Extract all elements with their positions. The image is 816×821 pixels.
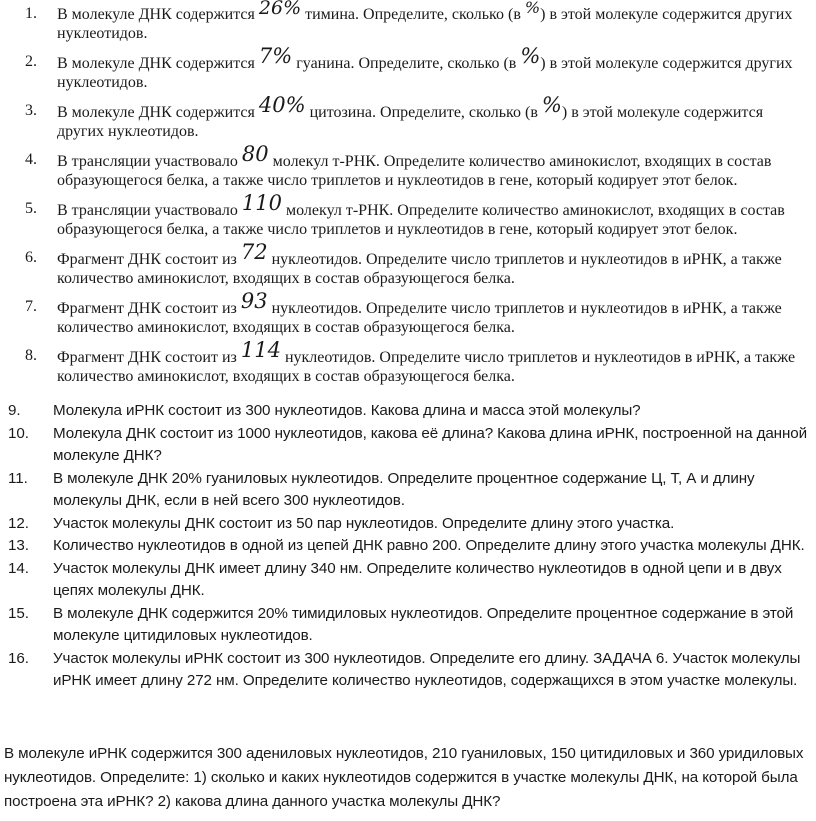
list-item — [0, 338, 816, 386]
item-text: Количество нуклеотидов в одной из цепей ДНК равно 200. Определите длину этого участка молекулы ДНК. — [53, 537, 805, 554]
item-text: Участок молекулы ДНК имеет длину 340 нм. Определите количество нуклеотидов в одной цепи и в двух цепях молекулы ДНК. — [53, 559, 782, 599]
item-number: 8. — [25, 347, 37, 364]
item-number: 2. — [25, 53, 37, 70]
item-number: 4. — [25, 151, 37, 168]
list-item — [0, 142, 816, 190]
item-number: 5. — [25, 200, 37, 217]
formula-value: 93 — [240, 289, 268, 313]
item-text: Фрагмент ДНК состоит из — [57, 349, 241, 366]
item-text: В молекуле ДНК содержится — [57, 104, 259, 121]
list-item — [0, 0, 816, 43]
formula-value: % — [520, 44, 541, 68]
list-item — [0, 289, 816, 337]
item-text: молекул т-РНК. Определите количество аминокислот, входящих в состав образующегося белка, а также число триплетов и нуклеотидов в гене, который кодирует этот белок. — [57, 153, 772, 189]
item-text: ) в этой молекуле содержится других нуклеотидов. — [57, 104, 764, 140]
item-text: В молекуле ДНК содержится 20% тимидиловых нуклеотидов. Определите процентное содержание в этой молекуле цитидиловых нуклеотидов. — [53, 604, 794, 644]
formula-value: 26% — [258, 0, 302, 19]
item-number: 1. — [25, 5, 37, 22]
item-text: Молекула ДНК состоит из 1000 нуклеотидов, какова её длина? Какова длина иРНК, построенной на данной молекуле ДНК? — [53, 424, 807, 464]
item-number: 6. — [25, 249, 37, 266]
formula-value: 72 — [240, 240, 268, 264]
item-text: Участок молекулы иРНК состоит из 300 нуклеотидов. Определите его длину. ЗАДАЧА 6. Участок молекулы иРНК имеет длину 272 нм. Определите количество нуклеотидов, содержащихся в этом участке молекулы. — [53, 649, 801, 689]
item-text: нуклеотидов. Определите число триплетов и нуклеотидов в иРНК, а также количество аминокислот, входящих в состав образующегося белка. — [57, 300, 782, 336]
formula-value: % — [524, 0, 541, 17]
item-text: гуанина. Определите, сколько (в — [292, 55, 521, 72]
item-number: 15. — [8, 604, 29, 622]
formula-value: 110 — [241, 191, 283, 215]
item-number: 11. — [8, 469, 28, 487]
item-text: ) в этой молекуле содержится других нуклеотидов. — [57, 55, 793, 91]
list-item — [0, 423, 816, 468]
formula-value: % — [541, 93, 562, 117]
formula-value: 40% — [258, 93, 306, 117]
list-item — [0, 648, 816, 693]
formula-value: 7% — [258, 44, 293, 68]
item-text: Участок молекулы ДНК состоит из 50 пар нуклеотидов. Определите длину этого участка. — [53, 514, 675, 532]
formula-value: 114 — [240, 338, 281, 362]
list-item — [0, 44, 816, 92]
item-text: В молекуле ДНК содержится — [57, 55, 259, 72]
item-number: 9. — [8, 402, 21, 419]
formula-value: 80 — [241, 142, 269, 166]
item-number: 13. — [8, 537, 29, 554]
item-text: В трансляции участвовало — [57, 202, 242, 219]
task-paragraph: В молекуле иРНК содержится 300 адениловых нуклеотидов, 210 гуаниловых, 150 цитидиловых и 360 уридиловых нуклеотидов. Определите: 1) сколько и каких нуклеотидов содержится в участке молекулы ДНК, на которой была построена эта иРНК? 2) какова длина данного участка молекулы ДНК? — [4, 745, 804, 810]
item-text: ) в этой молекуле содержится других нуклеотидов. — [57, 6, 793, 42]
list-item — [0, 558, 816, 603]
item-text: цитозина. Определите, сколько (в — [305, 104, 542, 121]
item-text: тимина. Определите, сколько (в — [301, 6, 525, 23]
problem-list-part-2 — [0, 400, 816, 693]
item-text: нуклеотидов. Определите число триплетов и нуклеотидов в иРНК, а также количество аминокислот, входящих в состав образующегося белка. — [57, 251, 782, 287]
item-number: 16. — [8, 649, 29, 667]
item-number: 3. — [25, 102, 37, 119]
item-text: В молекуле ДНК 20% гуаниловых нуклеотидов. Определите процентное содержание Ц, Т, А и длину молекулы ДНК, если в ней всего 300 нуклеотидов. — [53, 469, 755, 509]
item-text: В трансляции участвовало — [57, 153, 242, 170]
item-text: нуклеотидов. Определите число триплетов и нуклеотидов в иРНК, а также количество аминокислот, входящих в состав образующегося белка. — [57, 349, 796, 385]
item-number: 7. — [25, 298, 37, 315]
item-text: молекул т-РНК. Определите количество аминокислот, входящих в состав образующегося белка, а также число триплетов и нуклеотидов в гене, который кодирует этот белок. — [57, 202, 785, 238]
list-item — [0, 535, 816, 558]
item-text: Фрагмент ДНК состоит из — [57, 251, 241, 268]
problem-list-part-1 — [0, 0, 816, 395]
list-item — [0, 240, 816, 288]
item-number: 14. — [8, 559, 29, 577]
list-item — [0, 93, 816, 141]
list-item — [0, 603, 816, 648]
list-item — [0, 468, 816, 513]
item-text: В молекуле ДНК содержится — [57, 6, 259, 23]
item-number: 12. — [8, 514, 29, 532]
list-item — [0, 513, 816, 536]
list-item — [0, 191, 816, 239]
list-item — [0, 400, 816, 423]
item-number: 10. — [8, 424, 29, 442]
item-text: Молекула иРНК состоит из 300 нуклеотидов. Какова длина и масса этой молекулы? — [53, 402, 641, 419]
item-text: Фрагмент ДНК состоит из — [57, 300, 241, 317]
